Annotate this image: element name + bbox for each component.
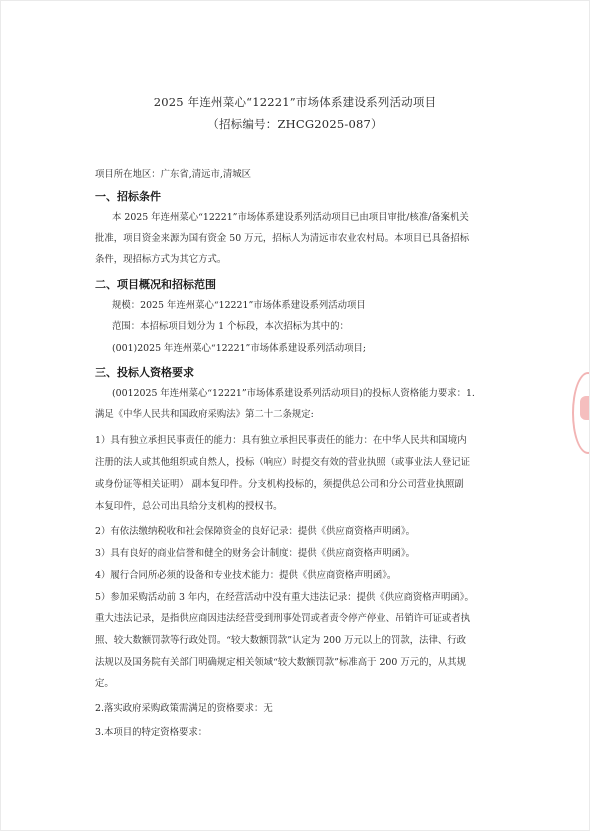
- section-heading-3: 三、投标人资格要求: [95, 366, 194, 379]
- requirement-line: 3.本项目的特定资格要求：: [95, 727, 208, 738]
- requirement-line: 重大违法记录，是指供应商因违法经营受到刑事处罚或者责令停产停业、吊销许可证或者执: [95, 613, 471, 624]
- paragraph-line: 批准，项目资金来源为国有资金 50 万元，招标人为清远市农业农村局。本项目已具备招标: [95, 233, 470, 244]
- red-seal-stamp-fill: [580, 396, 590, 420]
- requirement-line: 或身份证等相关证明） 副本复印件。分支机构投标的，须提供总公司和分公司营业执照副: [95, 479, 464, 490]
- scope-line: (001)2025 年连州菜心“12221”市场体系建设系列活动项目;: [112, 343, 366, 354]
- paragraph-line: 条件，现招标方式为其它方式。: [95, 254, 227, 265]
- requirement-line: 1）具有独立承担民事责任的能力：具有独立承担民事责任的能力：在中华人民共和国境内: [95, 435, 467, 446]
- requirement-line: 满足《中华人民共和国政府采购法》第二十二条规定:: [95, 409, 314, 420]
- project-location: 项目所在地区：广东省,清远市,清城区: [95, 169, 251, 180]
- requirement-line: 3）具有良好的商业信誉和健全的财务会计制度：提供《供应商资格声明函》。: [95, 548, 416, 559]
- requirement-line: 本复印件，总公司出具给分支机构的授权书。: [95, 501, 283, 512]
- document-title: 2025 年连州菜心“12221”市场体系建设系列活动项目: [153, 95, 437, 109]
- paragraph-line: 本 2025 年连州菜心“12221”市场体系建设系列活动项目已由项目审批/核准/备案机关: [112, 212, 469, 223]
- section-heading-2: 二、项目概况和招标范围: [95, 278, 216, 291]
- scope-line: 范围：本招标项目划分为 1 个标段，本次招标为其中的：: [112, 321, 349, 332]
- requirement-line: 2）有依法缴纳税收和社会保障资金的良好记录：提供《供应商资格声明函》。: [95, 526, 416, 537]
- scope-line: 规模：2025 年连州菜心“12221”市场体系建设系列活动项目: [112, 300, 366, 311]
- requirement-line: 2.落实政府采购政策需满足的资格要求：无: [95, 703, 273, 714]
- requirement-line: 5）参加采购活动前 3 年内，在经营活动中没有重大违法记录：提供《供应商资格声明函》。: [95, 592, 474, 603]
- requirement-line: 4）履行合同所必须的设备和专业技术能力：提供《供应商资格声明函》。: [95, 570, 397, 581]
- requirement-line: (0012025 年连州菜心“12221”市场体系建设系列活动项目)的投标人资格能力要求：1.: [112, 388, 475, 399]
- section-heading-1: 一、招标条件: [95, 190, 161, 203]
- requirement-line: 法规以及国务院有关部门明确规定相关领域“较大数额罚款”标准高于 200 万元的，从其规: [95, 657, 466, 668]
- requirement-line: 注册的法人或其他组织或自然人，投标（响应）时提交有效的营业执照（或事业法人登记证: [95, 457, 471, 468]
- requirement-line: 定。: [95, 678, 114, 689]
- requirement-line: 照、较大数额罚款等行政处罚。“较大数额罚款”认定为 200 万元以上的罚款，法律、行政: [95, 635, 466, 646]
- bid-number: （招标编号：ZHCG2025-087）: [207, 117, 383, 131]
